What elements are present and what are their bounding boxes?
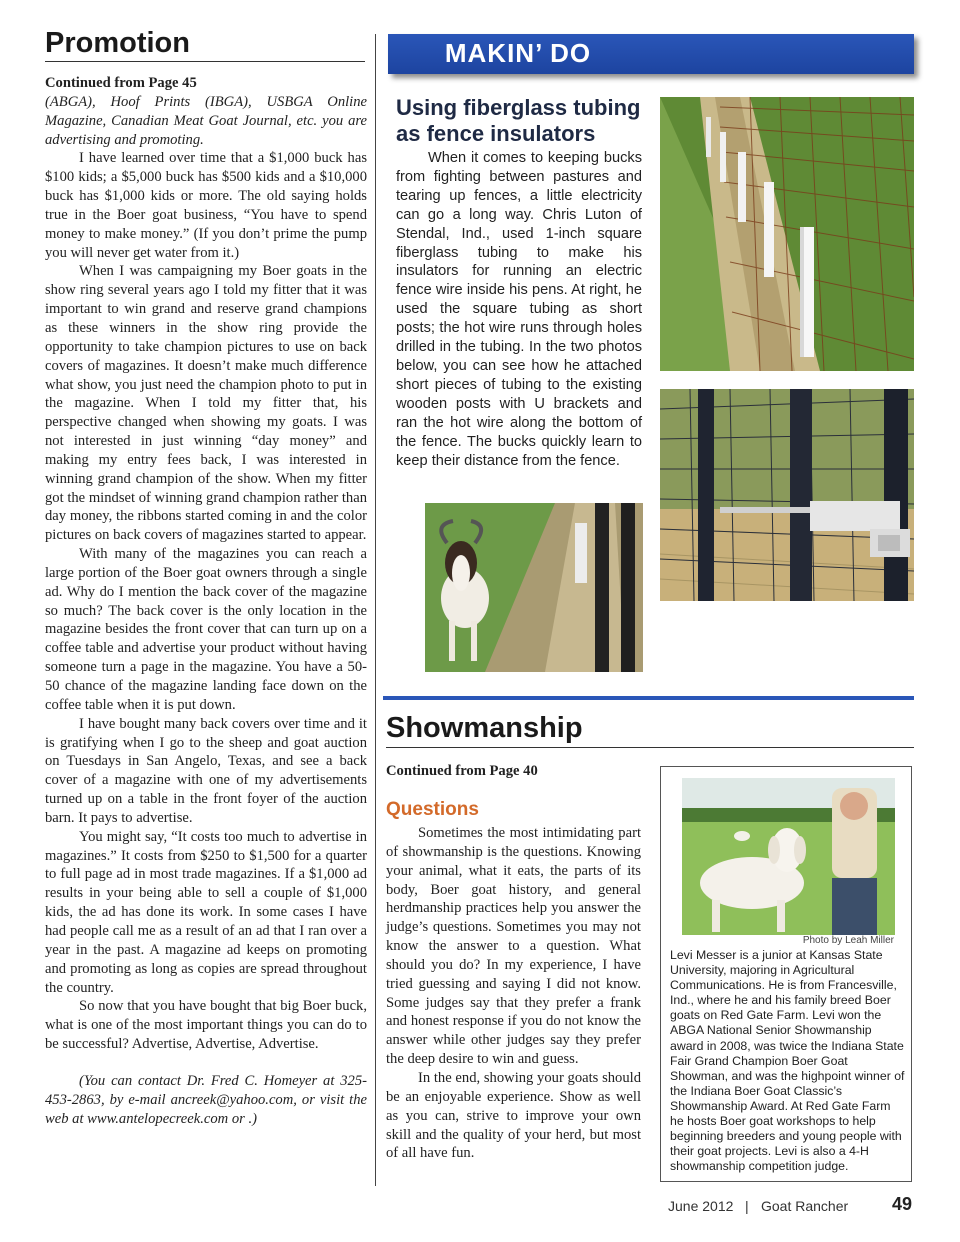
footer-date: June 2012 bbox=[668, 1198, 734, 1214]
goat-fence-photo-image bbox=[425, 503, 643, 672]
fence-posts-photo-image bbox=[660, 97, 914, 371]
column-divider bbox=[375, 34, 376, 1186]
footer-publication: Goat Rancher bbox=[761, 1198, 849, 1214]
photo-credit: Photo by Leah Miller bbox=[802, 935, 894, 946]
promotion-paragraph-3: When I was campaigning my Boer goats in the show ring several years ago I told my fitter that it was important to win grand and reserve grand champions as these winners in the show ring provide the opportunity to take champion pictures to use on back covers of magazines. It doesn’t make much difference what show, you just need the champion photo to put in the magazine. When I told my fitter that, his perspective changed when showing my goats. I was not interested in just winning “day money” and making my entry fees back, I was interested in winning grand champion of the show. When my fitter got the mindset of winning grand champion rather than day money, the ribbons started coming in and the color pictures on back covers of magazines started to appear. bbox=[45, 263, 367, 544]
showmanship-top-bar bbox=[383, 696, 914, 700]
fence-article-body bbox=[396, 149, 642, 470]
showmanship-title: Showmanship bbox=[386, 712, 583, 744]
makin-do-banner-text: MAKIN’ DO bbox=[444, 38, 592, 68]
promotion-title-rule bbox=[45, 61, 365, 62]
promotion-paragraph-7: So now that you have bought that big Boer buck, what is one of the most important things you can do to be successful? Advertise, Advertise, Advertise. bbox=[45, 998, 367, 1053]
footer-page-number: 49 bbox=[891, 1194, 912, 1214]
promotion-paragraph-2: I have learned over time that a $1,000 buck has $100 kids; a $5,000 buck has $500 kids and a $10,000 buck has $1,000 kids or more. The old saying holds true in the Boer goat business, “You have to spend money to make money.” (If you don’t prime the pump you will never get water from it.) bbox=[45, 150, 367, 261]
promotion-article bbox=[45, 74, 367, 1128]
showmanship-continued-line: Continued from Page 40 bbox=[386, 763, 538, 779]
fence-article-title: Using fiberglass tubing as fence insulators bbox=[396, 95, 641, 146]
showmanship-title-rule bbox=[386, 747, 914, 748]
promotion-paragraph-5: I have bought many back covers over time and it is gratifying when I go to the sheep and goat auction on Tuesdays in San Angelo, Texas, and see a back cover of a magazine with one of my advertisements turned up on a table in the front foyer of the auction barn. It pays to advertise. bbox=[45, 715, 367, 826]
promotion-paragraph-6: You might say, “It costs too much to advertise in magazines.” It costs from $250 to $1,500 for a quarter to full page ad in most trade magazines. If a $1,000 ad results in your being able to sell a couple of $1,000 kids, the ad has done its work. In some cases I have had people call me as a result of an ad that I ran over a year in the past. A magazine ad keeps on promoting and promoting as long as copies are spread throughout the country. bbox=[45, 828, 367, 996]
levi-messer-goat-photo bbox=[682, 778, 895, 935]
promotion-paragraph-1: (ABGA), Hoof Prints (IBGA), USBGA Online Magazine, Canadian Meat Goat Journal, etc. you are advertising and promoting. bbox=[45, 93, 367, 148]
goat-fence-photo bbox=[425, 503, 643, 672]
wooden-post-bracket-photo-image bbox=[660, 389, 914, 601]
fence-article-paragraph: When it comes to keeping bucks from fighting between pastures and tearing up fences, a little electricity can go a long way. Chris Luton of Stendal, Ind., used 1-inch square fiberglass tubing to make his insulators for running an electric fence wire inside his pens. At right, he used the square tubing as short posts; the hot wire runs through holes drilled in the tubing. In the two photos below, you can see how he attached short pieces of tubing to the existing wooden posts with U brackets and ran the hot wire along the bottom of the fence. The bucks quickly learn to keep their distance from the fence. bbox=[396, 150, 642, 469]
questions-subhead: Questions bbox=[386, 799, 479, 820]
wooden-post-bracket-photo bbox=[660, 389, 914, 601]
footer-separator: | bbox=[745, 1198, 749, 1214]
showmanship-paragraph-1: Sometimes the most intimidating part of showmanship is the questions. Knowing your animal, what it eats, the parts of its body, Boer goat history, and general herdmanship practices help you answer the judge’s questions. Sometimes you may not know the answer to a question. What should you do? In my experience, I have tried guessing and saying I did not know. Some judges say that they prefer a frank and honest response if you do not know the answer while other judges say they prefer the deep desire to win and guess. bbox=[386, 825, 641, 1068]
promotion-title: Promotion bbox=[45, 27, 190, 59]
photo-caption: Levi Messer is a junior at Kansas State University, majoring in Agricultural Communications. He is from Francesville, Ind., where he and his family breed Boer goats on Red Gate Farm. Levi won the ABGA National Senior Showmanship award in 2008, was twice the Indiana State Fair Grand Champion Boer Goat Showman, and was the highpoint winner of the Indiana Boer Goat Classic’s Showmanship Award. At Red Gate Farm he hosts Boer goat workshops to help beginning breeders and young people with their goat projects. Levi is also a 4-H showmanship competition judge. bbox=[670, 948, 905, 1174]
promotion-paragraph-4: With many of the magazines you can reach a large portion of the Boer goat owners through a single ad. Why do I mention the back cover of the magazine so much? The back cover is the only location in the magazine besides the front cover that can turn up on a coffee table and advertise your product without having someone turn a page in the magazine. You have a 50-50 chance of the magazine landing face down on the coffee table when it is put down. bbox=[45, 546, 367, 713]
showmanship-paragraph-2: In the end, showing your goats should be an enjoyable experience. Show as well as you can, strive to improve your own skill and the quality of your herd, but most of all have fun. bbox=[386, 1069, 641, 1162]
showmanship-article-body bbox=[386, 824, 641, 1163]
promotion-continued-line: Continued from Page 45 bbox=[45, 75, 197, 91]
fence-posts-photo bbox=[660, 97, 914, 371]
levi-messer-goat-photo-image bbox=[682, 778, 895, 935]
promotion-contact: (You can contact Dr. Fred C. Homeyer at 325-453-2863, by e-mail ancreek@yahoo.com, or visit the web at www.antelopecreek.com or .) bbox=[45, 1072, 367, 1127]
makin-do-banner bbox=[388, 34, 914, 74]
page-footer bbox=[660, 1193, 916, 1217]
